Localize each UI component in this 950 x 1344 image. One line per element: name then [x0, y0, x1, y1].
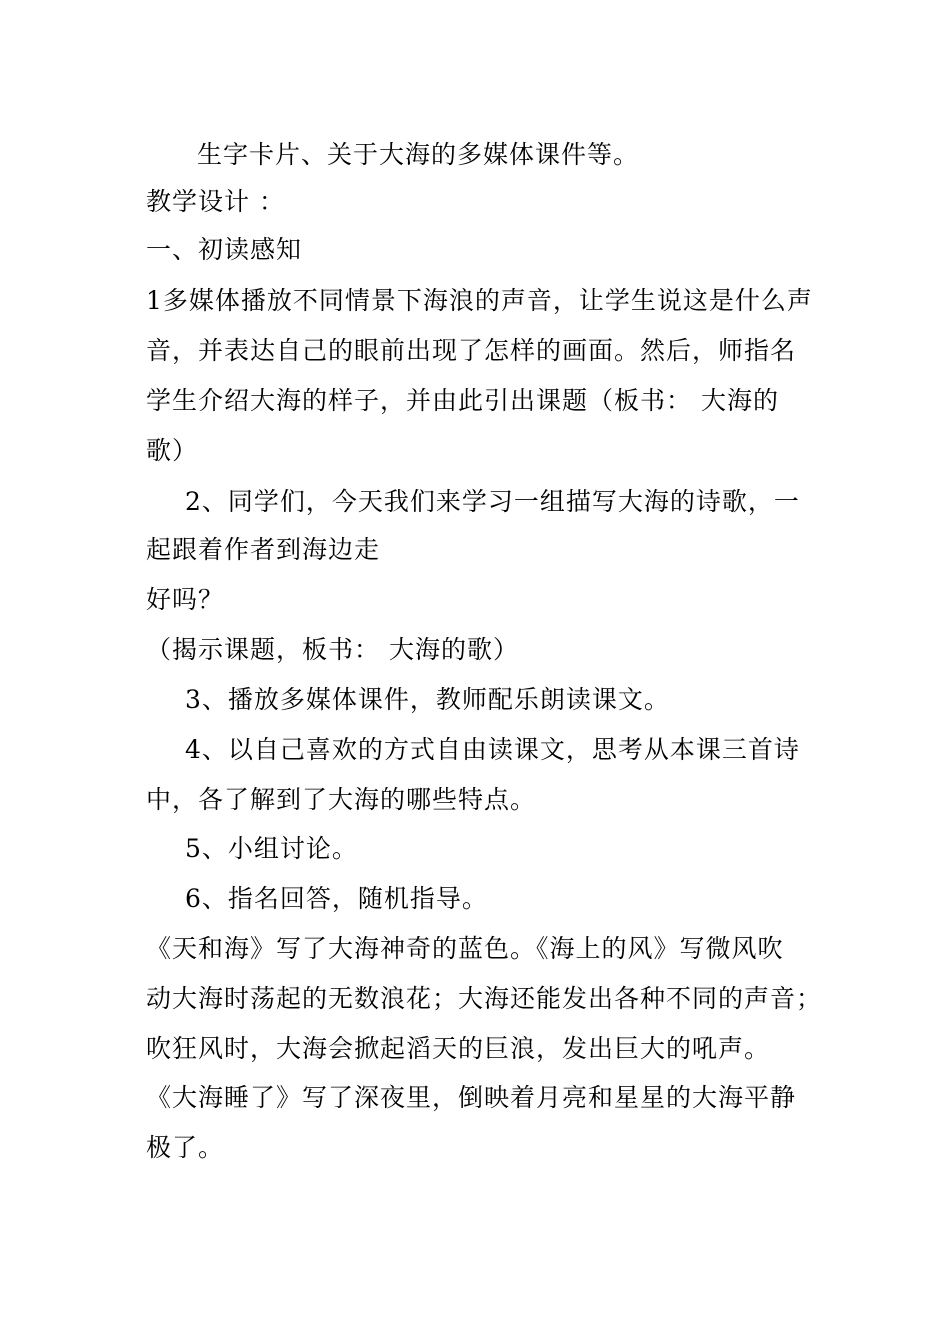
- summary-line-1: 《天和海》写了大海神奇的蓝色。《海上的风》写微风吹: [146, 934, 784, 963]
- summary-line-2: 动大海时荡起的无数浪花；大海还能发出各种不同的声音；: [146, 984, 823, 1013]
- step-5-line: 5、小组讨论。: [185, 834, 358, 863]
- step-4-line-2: 中，各了解到了大海的哪些特点。: [146, 785, 537, 814]
- step-1-line-4: 歌）: [146, 436, 199, 465]
- step-1-line-2: 音，并表达自己的眼前出现了怎样的画面。然后，师指名: [146, 336, 797, 365]
- materials-line: 生字卡片、关于大海的多媒体课件等。: [197, 140, 640, 169]
- step-2-line-1: 2、同学们，今天我们来学习一组描写大海的诗歌，一: [185, 487, 800, 516]
- section-heading-initial-reading: 一、初读感知: [146, 235, 303, 264]
- step-4-line-1: 4、以自己喜欢的方式自由读课文，思考从本课三首诗: [185, 735, 800, 764]
- summary-line-5: 极了。: [146, 1133, 225, 1162]
- reveal-title-line: （揭示课题，板书： 大海的歌）: [146, 635, 519, 664]
- summary-line-4: 《大海睡了》写了深夜里，倒映着月亮和星星的大海平静: [146, 1083, 797, 1112]
- step-2-line-2: 起跟着作者到海边走: [146, 535, 381, 564]
- step-1-line-3: 学生介绍大海的样子，并由此引出课题（板书： 大海的: [146, 386, 779, 415]
- step-1-line-1: 1多媒体播放不同情景下海浪的声音，让学生说这是什么声: [146, 286, 813, 315]
- summary-line-3: 吹狂风时，大海会掀起滔天的巨浪，发出巨大的吼声。: [146, 1034, 771, 1063]
- step-2-line-3: 好吗？: [146, 585, 225, 614]
- step-6-line: 6、指名回答，随机指导。: [185, 884, 488, 913]
- step-3-line: 3、播放多媒体课件，教师配乐朗读课文。: [185, 685, 670, 714]
- teaching-design-heading: 教学设计 ：: [146, 187, 285, 216]
